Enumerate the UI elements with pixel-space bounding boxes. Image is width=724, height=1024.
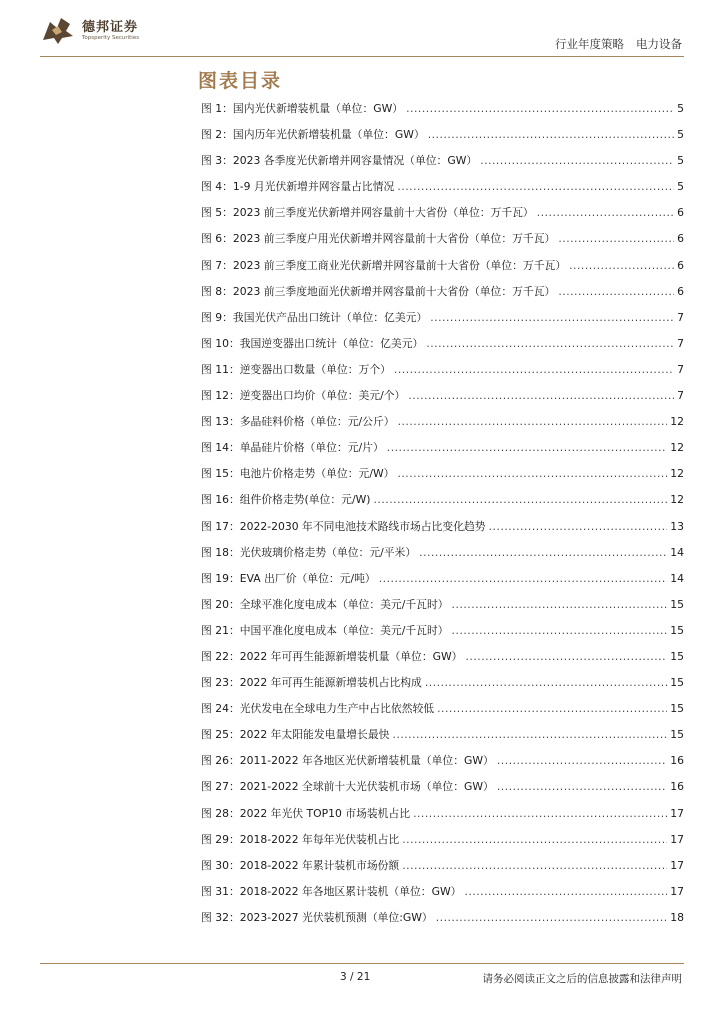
toc-entry[interactable] — [201, 545, 684, 571]
toc-dot-leader — [464, 885, 667, 898]
toc-entry-label: 图 1：国内光伏新增装机量（单位：GW） — [201, 102, 404, 115]
toc-entry-label: 图 10：我国逆变器出口统计（单位：亿美元） — [201, 336, 424, 350]
toc-entry-label: 图 20：全球平准化度电成本（单位：美元/千瓦时） — [201, 597, 449, 611]
toc-entry-label: 图 6：2023 前三季度户用光伏新增并网容量前十大省份（单位：万千瓦） — [201, 232, 556, 246]
toc-entry-label: 图 19：EVA 出厂价（单位：元/吨） — [201, 571, 376, 585]
toc-entry-label: 图 3：2023 各季度光伏新增并网容量情况（单位：GW） — [201, 154, 478, 168]
toc-dot-leader — [465, 650, 667, 663]
toc-entry[interactable] — [201, 258, 684, 284]
toc-dot-leader — [413, 807, 667, 820]
toc-entry-page: 12 — [670, 493, 684, 507]
page-number: 3 / 21 — [340, 971, 371, 983]
toc-title: 图表目录 — [198, 70, 283, 92]
toc-entry-label: 图 24：光伏发电在全球电力生产中占比依然较低 — [201, 702, 435, 716]
toc-entry[interactable] — [201, 231, 684, 257]
toc-entry-label: 图 23：2022 年可再生能源新增装机占比构成 — [201, 676, 422, 690]
toc-entry-label: 图 17：2022-2030 年不同电池技术路线市场占比变化趋势 — [201, 519, 486, 533]
toc-entry[interactable] — [201, 779, 684, 805]
toc-entry-label: 图 13：多晶硅料价格（单位：元/公斤） — [201, 415, 395, 429]
toc-entry-page: 18 — [670, 910, 684, 924]
company-name: 德邦证券 — [82, 20, 139, 35]
report-type: 行业年度策略 — [555, 37, 624, 51]
toc-entry[interactable] — [201, 414, 684, 440]
toc-entry-page: 5 — [677, 180, 684, 194]
toc-list — [201, 101, 684, 936]
toc-entry[interactable] — [201, 336, 684, 362]
company-logo — [40, 14, 190, 48]
toc-entry-label: 图 18：光伏玻璃价格走势（单位：元/平米） — [201, 545, 417, 559]
toc-entry[interactable] — [201, 832, 684, 858]
toc-dot-leader — [428, 128, 674, 141]
toc-entry-label: 图 9：我国光伏产品出口统计（单位：亿美元） — [201, 310, 428, 324]
toc-entry[interactable] — [201, 623, 684, 649]
toc-entry-page: 5 — [677, 102, 684, 115]
toc-dot-leader — [480, 154, 674, 167]
toc-dot-leader — [425, 676, 667, 689]
sector-name: 电力设备 — [636, 37, 682, 51]
toc-entry-label: 图 26：2011-2022 年各地区光伏新增装机量（单位：GW） — [201, 754, 494, 768]
toc-entry-label: 图 25：2022 年太阳能发电量增长最快 — [201, 728, 390, 742]
toc-dot-leader — [419, 546, 667, 559]
toc-entry-label: 图 31：2018-2022 年各地区累计装机（单位：GW） — [201, 884, 462, 898]
footer-disclaimer: 请务必阅读正文之后的信息披露和法律声明 — [482, 973, 682, 985]
toc-dot-leader — [452, 624, 668, 637]
toc-entry-label: 图 7：2023 前三季度工商业光伏新增并网容量前十大省份（单位：万千瓦） — [201, 258, 567, 272]
toc-dot-leader — [497, 754, 667, 767]
toc-entry[interactable] — [201, 727, 684, 753]
toc-dot-leader — [387, 441, 667, 454]
toc-entry[interactable] — [201, 884, 684, 910]
toc-dot-leader — [408, 389, 674, 402]
toc-dot-leader — [426, 337, 674, 350]
toc-entry[interactable] — [201, 153, 684, 179]
toc-entry-page: 16 — [670, 780, 684, 794]
toc-dot-leader — [537, 206, 674, 219]
toc-entry[interactable] — [201, 753, 684, 779]
company-name-en: Topsperity Securities — [82, 35, 140, 41]
toc-entry-label: 图 2：国内历年光伏新增装机量（单位：GW） — [201, 128, 425, 142]
toc-entry-label: 图 29：2018-2022 年每年光伏装机占比 — [201, 832, 400, 846]
toc-entry-page: 15 — [670, 623, 684, 637]
toc-entry-label: 图 8：2023 前三季度地面光伏新增并网容量前十大省份（单位：万千瓦） — [201, 284, 556, 298]
toc-entry[interactable] — [201, 597, 684, 623]
toc-dot-leader — [558, 232, 674, 245]
toc-entry[interactable] — [201, 310, 684, 336]
toc-entry-page: 12 — [670, 415, 684, 429]
toc-entry[interactable] — [201, 571, 684, 597]
toc-entry-page: 7 — [677, 362, 684, 376]
toc-dot-leader — [394, 363, 674, 376]
toc-entry[interactable] — [201, 519, 684, 545]
toc-dot-leader — [392, 728, 667, 741]
toc-dot-leader — [397, 467, 667, 480]
toc-entry[interactable] — [201, 362, 684, 388]
toc-dot-leader — [497, 780, 667, 793]
toc-entry-label: 图 14：单晶硅片价格（单位：元/片） — [201, 441, 384, 455]
footer-divider — [40, 963, 684, 964]
toc-dot-leader — [398, 415, 668, 428]
toc-entry-page: 5 — [677, 154, 684, 168]
toc-entry-page: 13 — [670, 519, 684, 533]
toc-entry-page: 7 — [677, 336, 684, 350]
toc-entry[interactable] — [201, 127, 684, 153]
toc-entry-page: 12 — [670, 441, 684, 455]
toc-entry-label: 图 27：2021-2022 全球前十大光伏装机市场（单位：GW） — [201, 780, 494, 794]
toc-entry-page: 14 — [670, 571, 684, 585]
toc-entry[interactable] — [201, 858, 684, 884]
toc-dot-leader — [489, 520, 668, 533]
toc-entry-page: 17 — [670, 858, 684, 872]
toc-dot-leader — [430, 311, 674, 324]
toc-entry[interactable] — [201, 806, 684, 832]
toc-entry-page: 15 — [670, 649, 684, 663]
toc-dot-leader — [402, 859, 667, 872]
toc-dot-leader — [437, 702, 667, 715]
toc-entry[interactable] — [201, 466, 684, 492]
toc-entry[interactable] — [201, 388, 684, 414]
header-divider — [40, 56, 684, 57]
toc-entry[interactable] — [201, 701, 684, 727]
toc-entry-label: 图 16：组件价格走势(单位：元/W) — [201, 493, 371, 507]
toc-dot-leader — [569, 259, 674, 272]
toc-entry-page: 6 — [677, 284, 684, 298]
toc-dot-leader — [373, 493, 667, 506]
toc-entry-page: 15 — [670, 597, 684, 611]
toc-entry-label: 图 32：2023-2027 光伏装机预测（单位:GW） — [201, 910, 433, 924]
toc-entry-page: 17 — [670, 884, 684, 898]
toc-entry-label: 图 30：2018-2022 年累计装机市场份额 — [201, 858, 400, 872]
toc-entry-page: 17 — [670, 832, 684, 846]
toc-entry-label: 图 5：2023 前三季度光伏新增并网容量前十大省份（单位：万千瓦） — [201, 206, 534, 220]
toc-entry-page: 6 — [677, 258, 684, 272]
toc-dot-leader — [406, 102, 674, 115]
toc-dot-leader — [402, 833, 667, 846]
report-category — [555, 36, 682, 52]
toc-entry[interactable] — [201, 675, 684, 701]
toc-entry-page: 6 — [677, 232, 684, 246]
toc-entry[interactable] — [201, 440, 684, 466]
toc-entry-page: 14 — [670, 545, 684, 559]
toc-dot-leader — [379, 572, 668, 585]
toc-entry-page: 15 — [670, 728, 684, 742]
toc-entry[interactable] — [201, 179, 684, 205]
toc-entry-page: 16 — [670, 754, 684, 768]
toc-dot-leader — [452, 598, 668, 611]
logo-mark-icon — [40, 14, 76, 46]
toc-entry-page: 5 — [677, 128, 684, 142]
toc-entry[interactable] — [201, 649, 684, 675]
toc-entry-label: 图 11：逆变器出口数量（单位：万个） — [201, 362, 391, 376]
toc-dot-leader — [436, 911, 668, 924]
toc-entry[interactable] — [201, 101, 684, 127]
toc-entry-page: 15 — [670, 702, 684, 716]
toc-entry-label: 图 21：中国平准化度电成本（单位：美元/千瓦时） — [201, 623, 449, 637]
toc-entry[interactable] — [201, 910, 684, 936]
toc-entry-page: 6 — [677, 206, 684, 220]
toc-entry-page: 17 — [670, 806, 684, 820]
toc-entry-page: 7 — [677, 310, 684, 324]
toc-entry[interactable] — [201, 492, 684, 518]
toc-dot-leader — [558, 285, 674, 298]
toc-entry-label: 图 12：逆变器出口均价（单位：美元/个） — [201, 389, 406, 403]
toc-entry[interactable] — [201, 284, 684, 310]
toc-entry-label: 图 15：电池片价格走势（单位：元/W） — [201, 467, 395, 481]
toc-entry-page: 15 — [670, 676, 684, 690]
toc-entry-page: 7 — [677, 389, 684, 403]
page-header — [0, 0, 724, 60]
toc-entry-label: 图 28：2022 年光伏 TOP10 市场装机占比 — [201, 806, 411, 820]
toc-entry-label: 图 22：2022 年可再生能源新增装机量（单位：GW） — [201, 649, 463, 663]
toc-entry[interactable] — [201, 205, 684, 231]
toc-entry-label: 图 4：1-9 月光伏新增并网容量占比情况 — [201, 180, 395, 194]
toc-dot-leader — [397, 180, 674, 193]
toc-entry-page: 12 — [670, 467, 684, 481]
